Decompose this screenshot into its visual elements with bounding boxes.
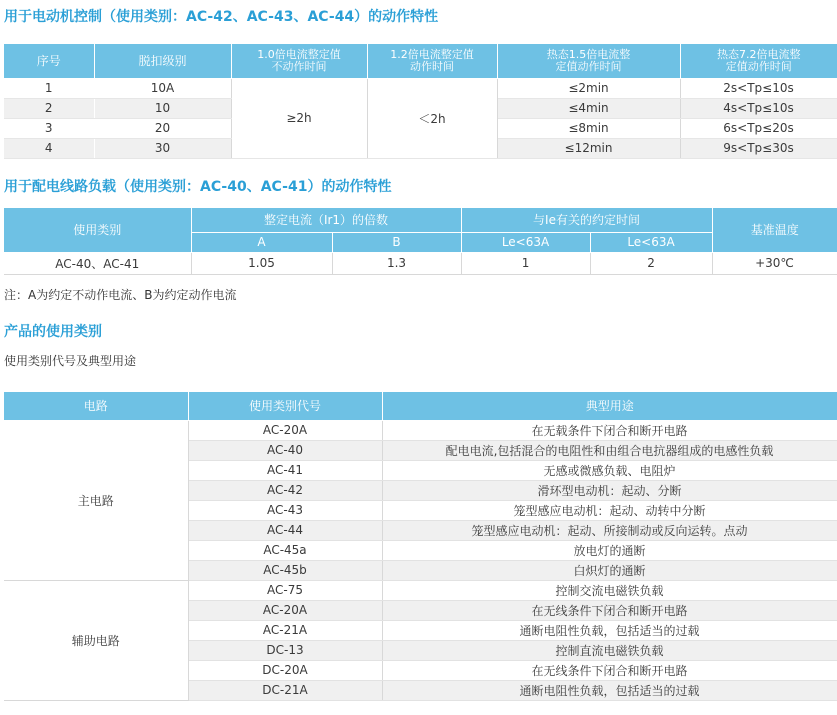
row-code: DC-20A: [188, 660, 382, 680]
row-code: AC-44: [188, 520, 382, 540]
row-code: AC-45b: [188, 560, 382, 580]
row-no: 4: [4, 138, 94, 158]
row-code: AC-40: [188, 440, 382, 460]
row-no: 2: [4, 98, 94, 118]
row-b: 1.3: [332, 252, 461, 274]
row-no: 1: [4, 78, 94, 98]
usage-category-table: [4, 392, 837, 701]
aux-circuit-label: 辅助电路: [4, 580, 188, 700]
row-code: AC-43: [188, 500, 382, 520]
row-use: 在无载条件下闭合和断开电路: [382, 420, 837, 440]
row-use: 白炽灯的通断: [382, 560, 837, 580]
row-level: 30: [94, 138, 231, 158]
header-agreed-time: 与Ie有关的约定时间: [461, 208, 712, 232]
row-t15: ≤2min: [497, 78, 680, 98]
row-t72: 2s<Tp≤10s: [680, 78, 837, 98]
row-no: 3: [4, 118, 94, 138]
header-action-time: 1.2倍电流整定值 动作时间: [367, 44, 497, 78]
row-level: 20: [94, 118, 231, 138]
section1-title: 用于电动机控制（使用类别：AC-42、AC-43、AC-44）的动作特性: [4, 9, 439, 25]
row-code: AC-75: [188, 580, 382, 600]
row-t72: 9s<Tp≤30s: [680, 138, 837, 158]
row-use: 配电电流,包括混合的电阻性和由组合电抗器组成的电感性负载: [382, 440, 837, 460]
row-level: 10A: [94, 78, 231, 98]
row-code: DC-21A: [188, 680, 382, 700]
table-row: [4, 580, 837, 600]
row-t72: 6s<Tp≤20s: [680, 118, 837, 138]
header-le-2: Le<63A: [590, 232, 712, 252]
header-hot-7-2: 热态7.2倍电流整 定值动作时间: [680, 44, 837, 78]
row-use: 通断电阻性负载，包括适当的过载: [382, 680, 837, 700]
header-level: 脱扣级别: [94, 44, 231, 78]
row-t2: 2: [590, 252, 712, 274]
action-time-value: ＜2h: [367, 78, 497, 158]
row-code: AC-42: [188, 480, 382, 500]
row-code: AC-20A: [188, 420, 382, 440]
row-category: AC-40、AC-41: [4, 252, 191, 274]
header-no: 序号: [4, 44, 94, 78]
motor-control-table: [4, 44, 837, 159]
distribution-load-table: [4, 208, 837, 275]
row-level: 10: [94, 98, 231, 118]
row-use: 放电灯的通断: [382, 540, 837, 560]
row-use: 无感或微感负载、电阻炉: [382, 460, 837, 480]
row-use: 在无线条件下闭合和断开电路: [382, 600, 837, 620]
row-t15: ≤4min: [497, 98, 680, 118]
row-a: 1.05: [191, 252, 332, 274]
row-use: 笼型感应电动机：起动、动转中分断: [382, 500, 837, 520]
header-code: 使用类别代号: [188, 392, 382, 420]
row-t1: 1: [461, 252, 590, 274]
row-t72: 4s<Tp≤10s: [680, 98, 837, 118]
row-code: DC-13: [188, 640, 382, 660]
row-use: 滑环型电动机：起动、分断: [382, 480, 837, 500]
header-b: B: [332, 232, 461, 252]
row-t15: ≤8min: [497, 118, 680, 138]
row-temp: +30℃: [712, 252, 837, 274]
header-no-action-time: 1.0倍电流整定值 不动作时间: [231, 44, 367, 78]
section2-title: 用于配电线路负载（使用类别：AC-40、AC-41）的动作特性: [4, 179, 392, 195]
row-code: AC-21A: [188, 620, 382, 640]
main-circuit-label: 主电路: [4, 420, 188, 580]
no-action-time-value: ≥2h: [231, 78, 367, 158]
note-text: 注：A为约定不动作电流、B为约定动作电流: [4, 288, 237, 302]
header-a: A: [191, 232, 332, 252]
section3-subtitle: 使用类别代号及典型用途: [4, 354, 137, 368]
row-use: 控制直流电磁铁负载: [382, 640, 837, 660]
row-use: 通断电阻性负载，包括适当的过载: [382, 620, 837, 640]
row-use: 笼型感应电动机：起动、所接制动或反向运转。点动: [382, 520, 837, 540]
row-use: 在无线条件下闭合和断开电路: [382, 660, 837, 680]
table-row: [4, 420, 837, 440]
row-code: AC-45a: [188, 540, 382, 560]
header-hot-1-5: 热态1.5倍电流整 定值动作时间: [497, 44, 680, 78]
header-le-1: Le<63A: [461, 232, 590, 252]
row-code: AC-41: [188, 460, 382, 480]
header-ref-temp: 基准温度: [712, 208, 837, 252]
header-category: 使用类别: [4, 208, 191, 252]
table-row: [4, 252, 837, 274]
row-code: AC-20A: [188, 600, 382, 620]
header-multiple: 整定电流（Ir1）的倍数: [191, 208, 461, 232]
header-circuit: 电路: [4, 392, 188, 420]
row-t15: ≤12min: [497, 138, 680, 158]
header-use: 典型用途: [382, 392, 837, 420]
row-use: 控制交流电磁铁负载: [382, 580, 837, 600]
table-row: [4, 78, 837, 98]
section3-title: 产品的使用类别: [4, 324, 102, 340]
